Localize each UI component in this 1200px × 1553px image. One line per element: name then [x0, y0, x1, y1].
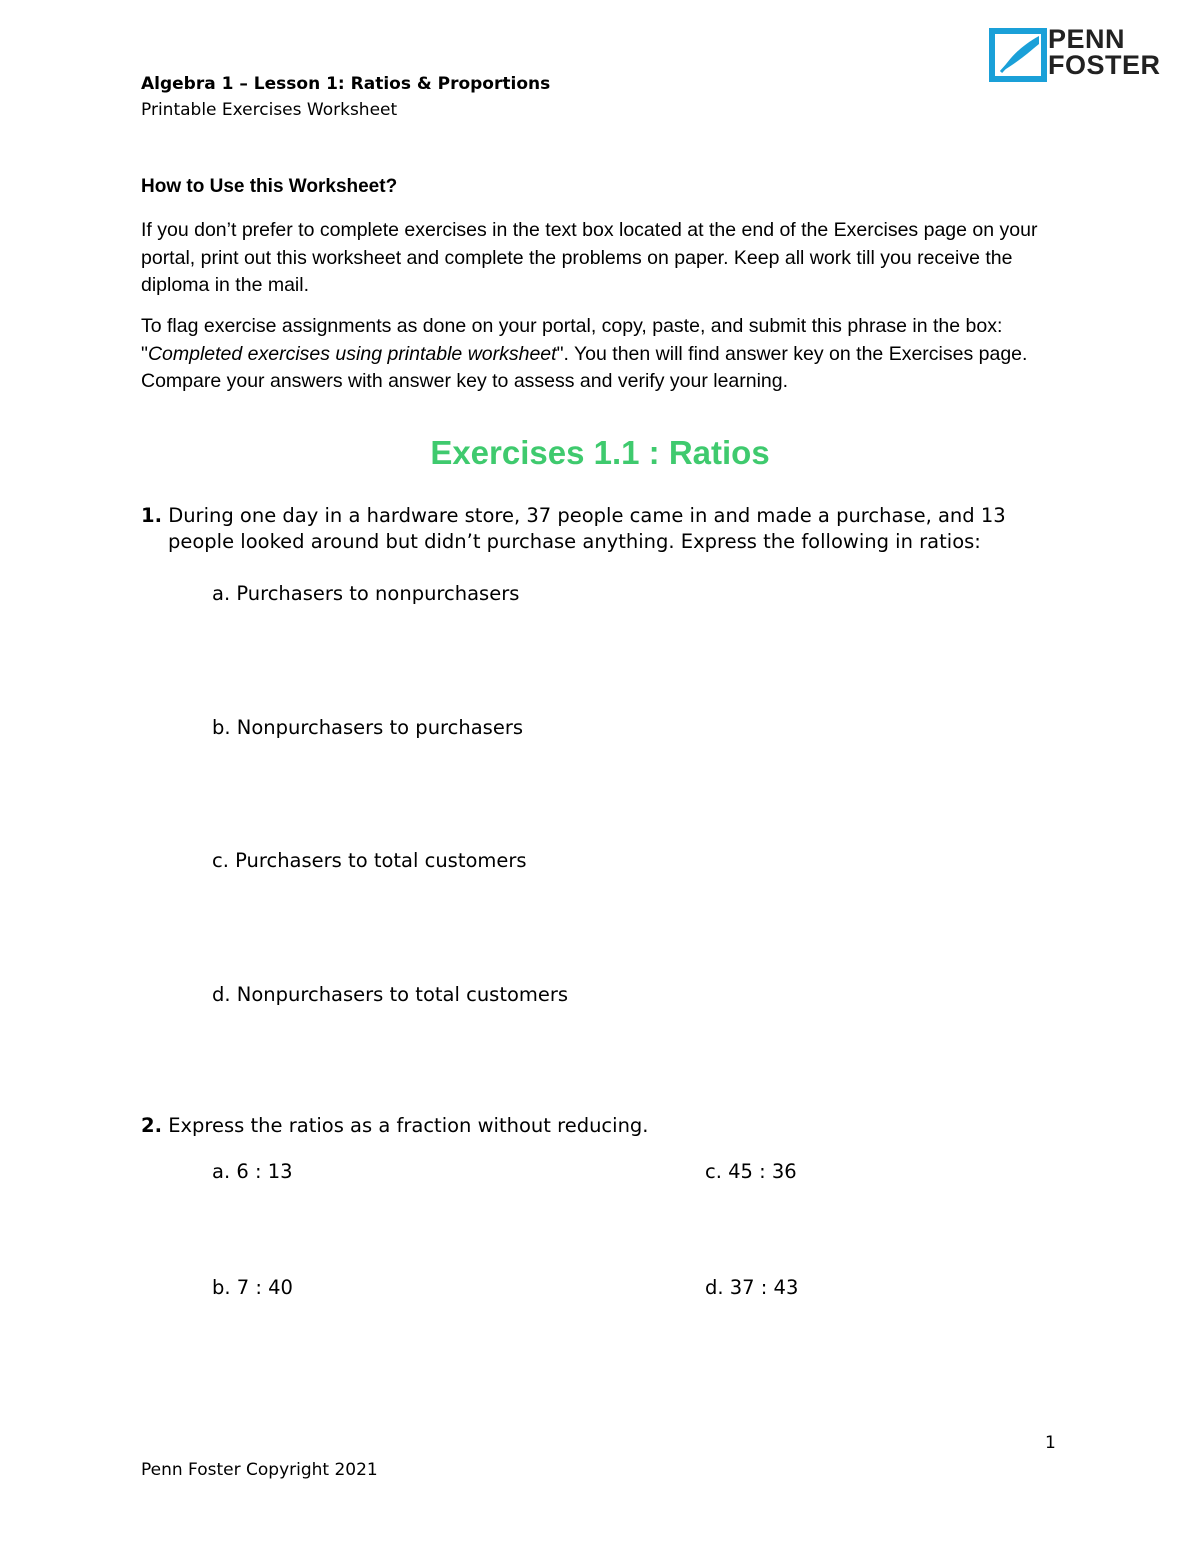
feather-square-icon [989, 28, 1047, 82]
penn-foster-logo [989, 24, 1179, 82]
question-1-part-c: c. Purchasers to total customers [212, 849, 527, 872]
howto-heading: How to Use this Worksheet? [141, 176, 398, 197]
document-subtitle: Printable Exercises Worksheet [141, 100, 398, 120]
page-number: 1 [1045, 1433, 1056, 1453]
question-2-part-d: d. 37 : 43 [705, 1276, 799, 1299]
section-title: Exercises 1.1 : Ratios [430, 434, 770, 471]
question-2-part-b: b. 7 : 40 [212, 1276, 293, 1299]
document-title: Algebra 1 – Lesson 1: Ratios & Proportions [141, 74, 551, 94]
question-2-number: 2. [141, 1114, 162, 1137]
question-2-part-a: a. 6 : 13 [212, 1160, 293, 1183]
intro-paragraph-2-end: ". You then will find answer key on the Exercises page. Compare your answers with answer key to assess and verify your learning. [141, 342, 1028, 392]
question-1-part-b: b. Nonpurchasers to purchasers [212, 716, 524, 739]
question-1-part-a: a. Purchasers to nonpurchasers [212, 582, 520, 605]
question-1-text-line-2: people looked around but didn’t purchase anything. Express the following in ratios: [168, 530, 981, 553]
logo-line-penn: PENN [1048, 24, 1126, 54]
question-2-part-c: c. 45 : 36 [705, 1160, 797, 1183]
logo-line-foster: FOSTER [1048, 50, 1161, 80]
question-1 [141, 502, 1061, 530]
question-2-text: Express the ratios as a fraction without reducing. [168, 1114, 649, 1137]
intro-paragraph-2 [141, 313, 1071, 396]
logo-wordmark [1048, 26, 1161, 78]
copyright-footer: Penn Foster Copyright 2021 [141, 1460, 378, 1480]
intro-paragraph-1: If you don’t prefer to complete exercises in the text box located at the end of the Exercises page on your portal, print out this worksheet and complete the problems on paper. Keep all work till you receive the diploma in the mail. [141, 219, 1038, 296]
intro-paragraph-2-start: To flag exercise assignments as done on your portal, copy, paste, and submit this phrase in the box: " [141, 315, 1003, 365]
completion-phrase: Completed exercises using printable worksheet [147, 342, 557, 365]
question-1-part-d: d. Nonpurchasers to total customers [212, 983, 569, 1006]
question-1-number: 1. [141, 504, 162, 527]
question-1-text-line-1: During one day in a hardware store, 37 people came in and made a purchase, and 13 [168, 504, 1006, 527]
question-2 [141, 1114, 649, 1137]
